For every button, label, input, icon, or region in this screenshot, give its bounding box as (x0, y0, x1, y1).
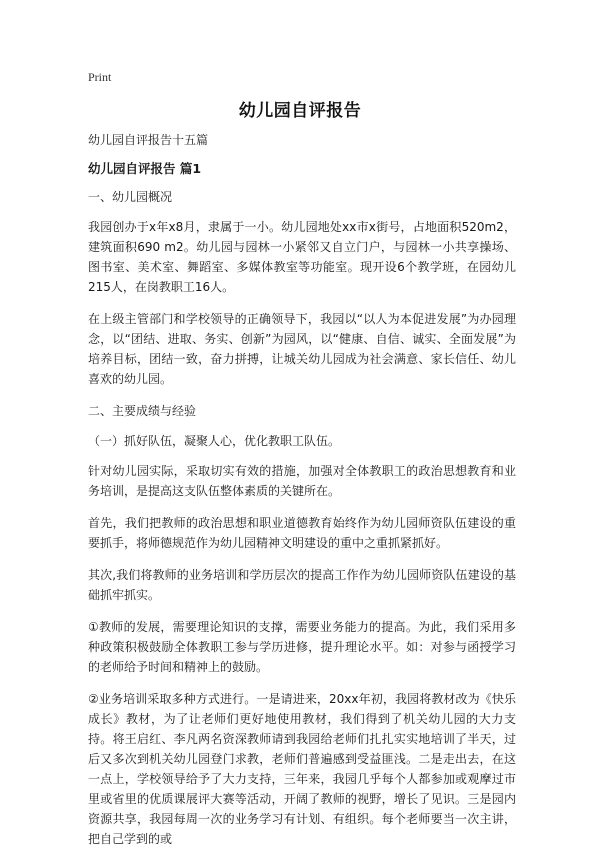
paragraph: 其次,我们将教师的业务培训和学历层次的提高工作作为幼儿园师资队伍建设的基础抓牢抓实。 (88, 568, 516, 602)
paragraph: ②业务培训采取多种方式进行。一是请进来，20xx年初，我园将教材改为《快乐成长》教材，为了让老师们更好地使用教材，我们得到了机关幼儿园的大力支持。将王启红、李凡两名资深教师请到我园给老师们扎扎实实地培训了半天，过后又多次到机关幼儿园登门求教，老师们普遍感到受益匪浅。二是走出去，在这一点上，学校领导给予了大力支持，三年来，我园几乎每个人都参加或观摩过市里或省里的优质课展评大赛等活动，开阔了教师的视野，增长了见识。三是园内资源共享，我园每周一次的业务学习有计划、有组织。每个老师要当一次主讲，把自己学到的或 (88, 692, 516, 846)
section-title: 幼儿园自评报告 篇1 (88, 161, 202, 176)
paragraph: 在上级主管部门和学校领导的正确领导下，我园以“以人为本促进发展”为办园理念，以“团结、进取、务实、创新”为园风，以“健康、自信、诚实、全面发展”为培养目标，团结一致，奋力拼搏，让城关幼儿园成为社会满意、家长信任、幼儿喜欢的幼儿园。 (88, 312, 516, 386)
heading-achievements: 二、主要成绩与经验 (88, 404, 197, 418)
heading-overview: 一、幼儿园概况 (88, 190, 173, 204)
document-body (88, 130, 516, 861)
paragraph: 我园创办于x年x8月，隶属于一小。幼儿园地处xx市x街号，占地面积520m2，建筑面积690 m2。幼儿园与园林一小紧邻又自立门户，与园林一小共享操场、图书室、美术室、舞蹈室、多媒体教室等功能室。现开设6个教学班，在园幼儿215人，在岗教职工16人。 (88, 220, 516, 294)
document-title: 幼儿园自评报告 (238, 101, 362, 121)
print-link[interactable]: Print (88, 70, 112, 84)
paragraph: ①教师的发展，需要理论知识的支撑，需要业务能力的提高。为此，我们采用多种政策积极鼓励全体教职工参与学历进修，提升理论水平。如：对参与函授学习的老师给予时间和精神上的鼓励。 (88, 620, 516, 674)
paragraph: 首先，我们把教师的政治思想和职业道德教育始终作为幼儿园师资队伍建设的重要抓手，将师德规范作为幼儿园精神文明建设的重中之重抓紧抓好。 (88, 516, 516, 550)
paragraph: 针对幼儿园实际，采取切实有效的措施，加强对全体教职工的政治思想教育和业务培训，是提高这支队伍整体素质的关键所在。 (88, 464, 516, 498)
heading-team: （一）抓好队伍，凝聚人心，优化教职工队伍。 (88, 434, 341, 448)
document-subtitle: 幼儿园自评报告十五篇 (88, 133, 209, 147)
